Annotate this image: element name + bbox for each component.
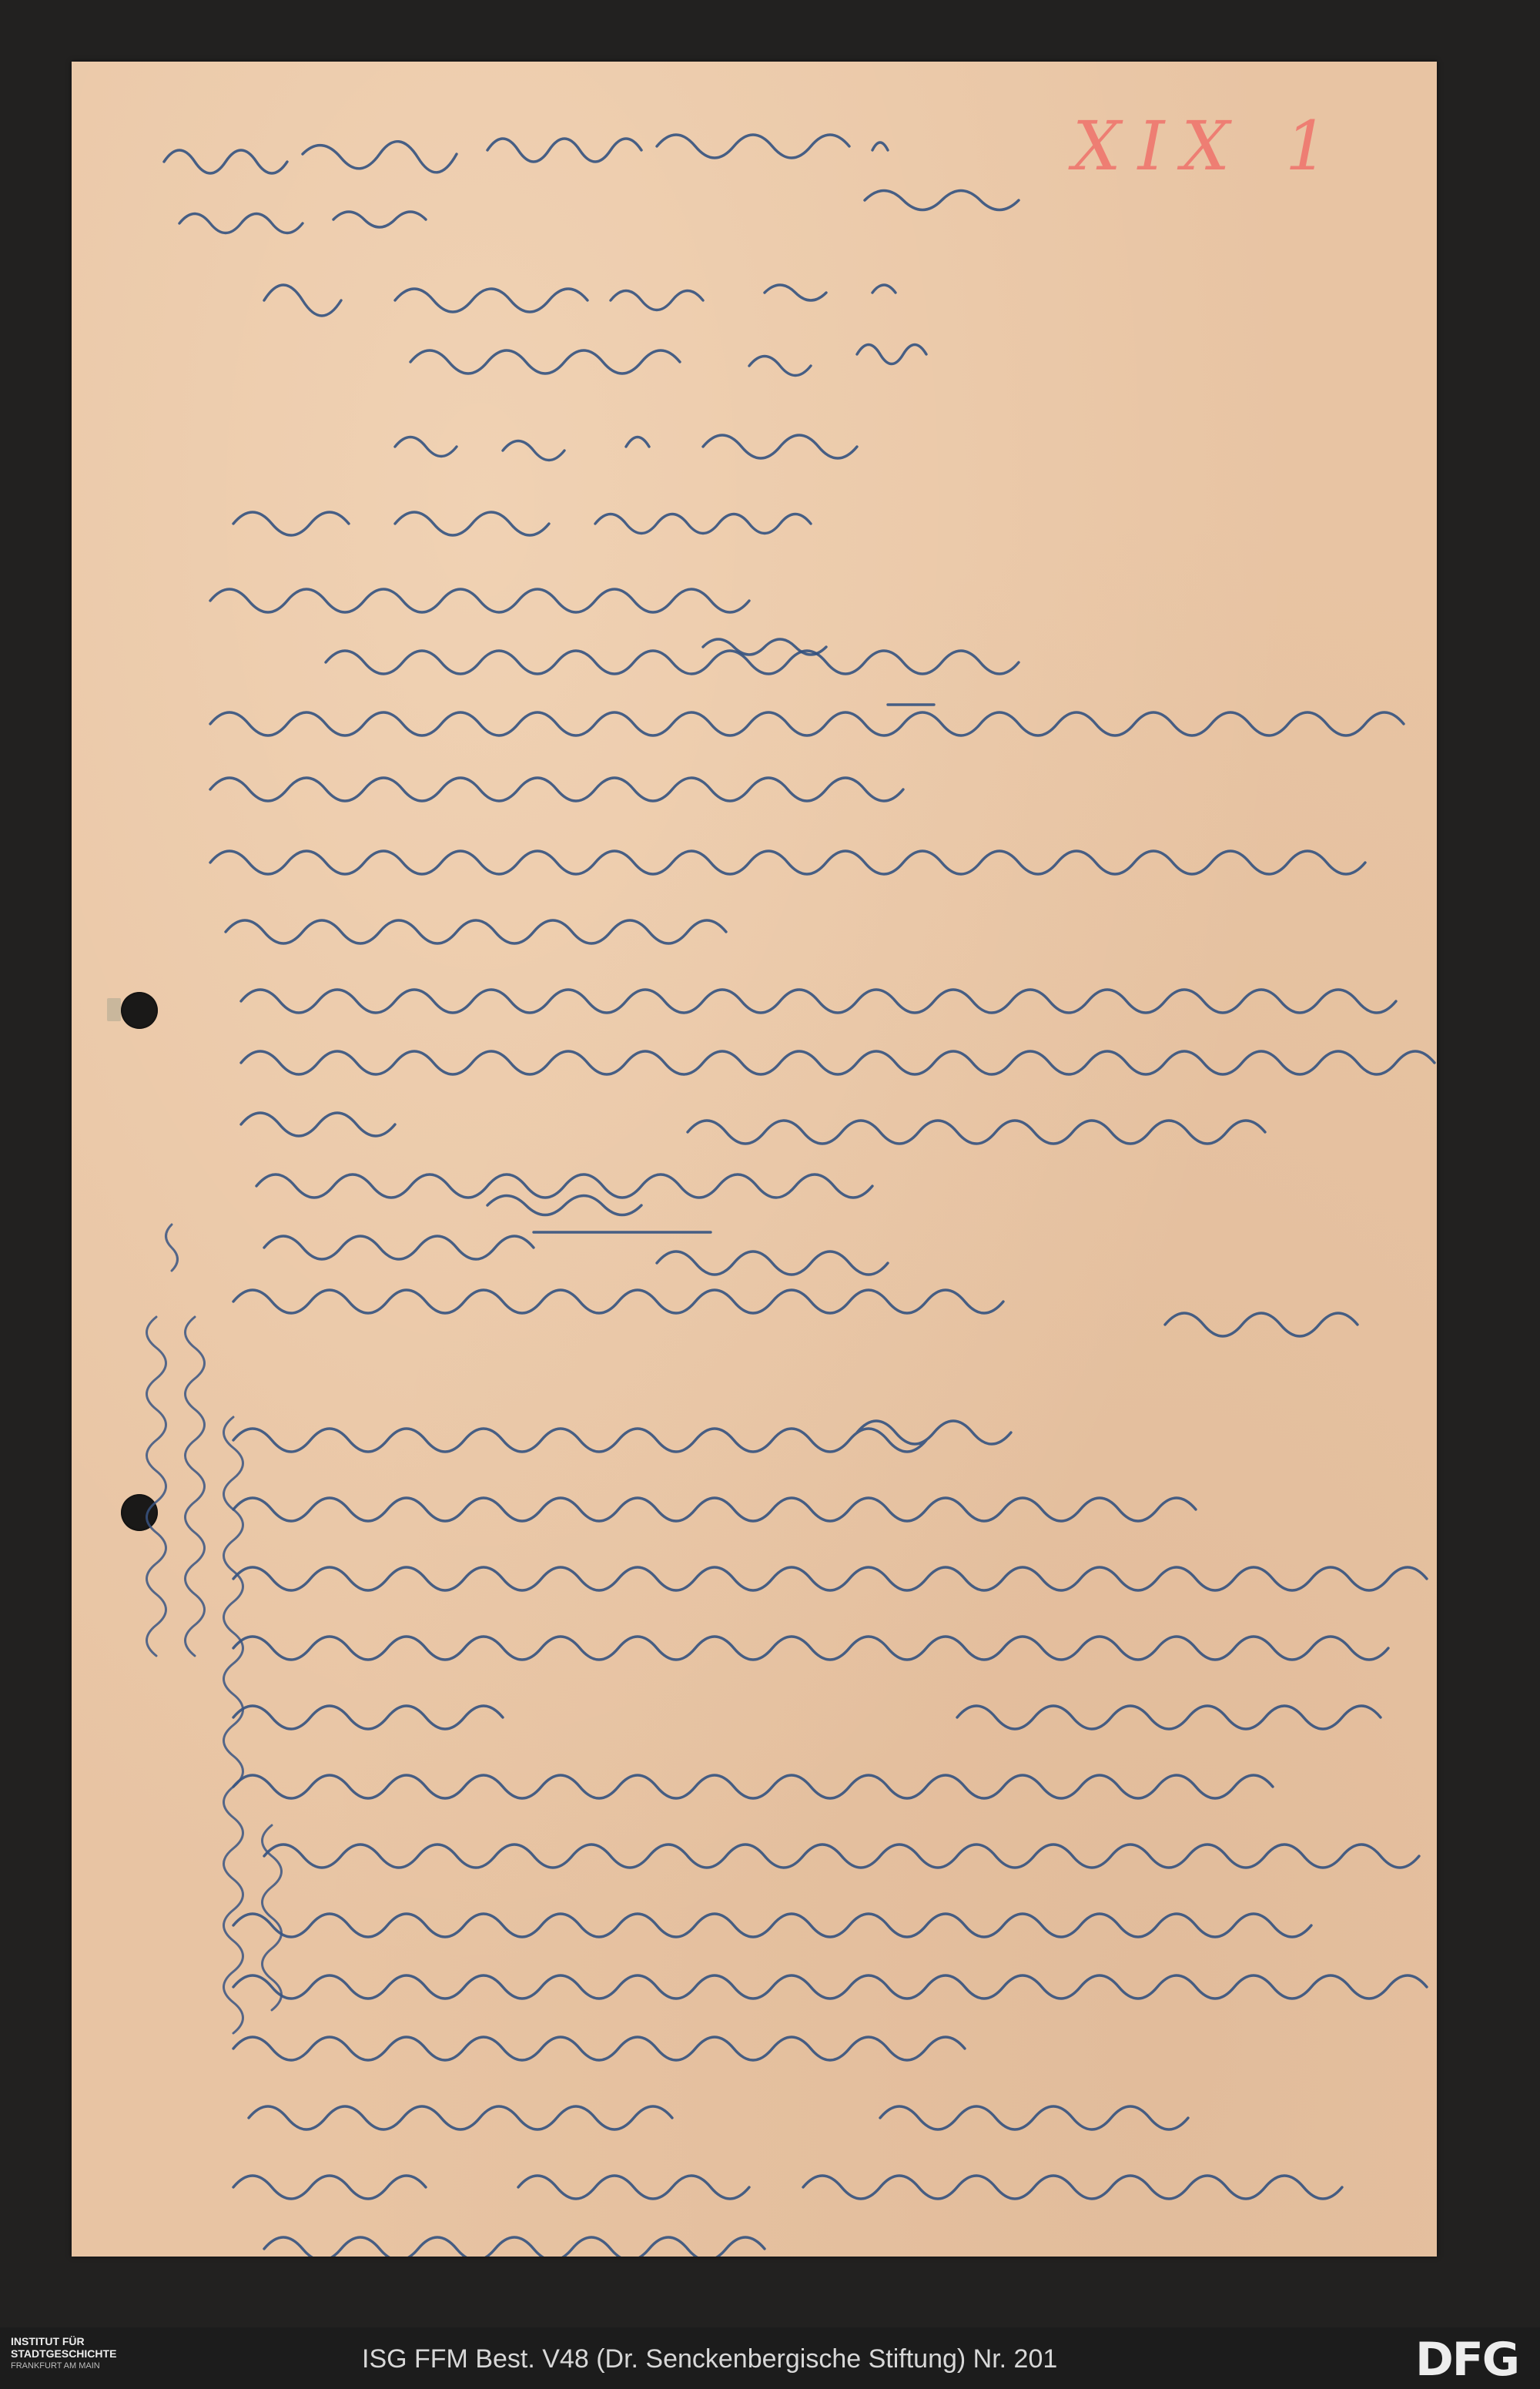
handwritten-text [72,62,1437,2257]
institute-logo [9,2332,179,2380]
svg-text:INSTITUT FÜR: INSTITUT FÜR [11,2335,85,2347]
svg-text:DFG: DFG [1415,2333,1519,2383]
archive-number: XIX 1 [1073,106,1346,186]
svg-text:STADTGESCHICHTE: STADTGESCHICHTE [11,2347,117,2360]
viewer-footer [0,2327,1540,2389]
dfg-logo [1415,2332,1531,2383]
document-caption: ISG FFM Best. V48 (Dr. Senckenbergische Stiftung) Nr. 201 [362,2344,1058,2374]
svg-text:FRANKFURT AM MAIN: FRANKFURT AM MAIN [11,2361,100,2371]
manuscript-page [72,62,1437,2257]
